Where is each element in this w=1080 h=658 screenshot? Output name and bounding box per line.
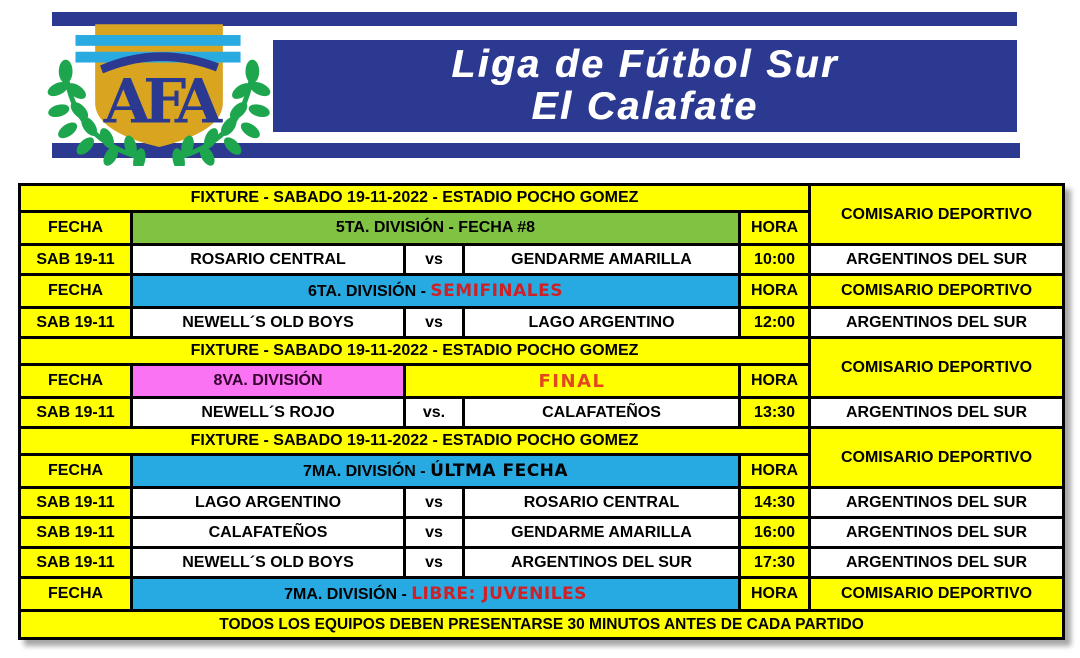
away-team: ARGENTINOS DEL SUR [464,548,740,578]
match-row [20,548,1064,578]
division-header-8va: 8VA. DIVISIÓN [132,365,405,398]
home-team: LAGO ARGENTINO [132,488,405,518]
fecha-header: FECHA [20,212,132,245]
vs-label: vs [405,518,464,548]
home-team: ROSARIO CENTRAL [132,245,405,275]
vs-label: vs [405,245,464,275]
fecha-header: FECHA [20,365,132,398]
home-team: NEWELL´S ROJO [132,398,405,428]
away-team: ROSARIO CENTRAL [464,488,740,518]
away-team: LAGO ARGENTINO [464,308,740,338]
fecha-header: FECHA [20,455,132,488]
home-team: NEWELL´S OLD BOYS [132,548,405,578]
match-time: 17:30 [740,548,810,578]
match-time: 10:00 [740,245,810,275]
comisario-value: ARGENTINOS DEL SUR [810,488,1064,518]
fixture-title: FIXTURE - SABADO 19-11-2022 - ESTADIO POCHO GOMEZ [20,338,810,365]
match-row [20,488,1064,518]
league-banner [273,40,1017,132]
hora-header: HORA [740,275,810,308]
hora-header: HORA [740,365,810,398]
hora-header: HORA [740,455,810,488]
division-header-7ma-libre: 7MA. DIVISIÓN - LIBRE: JUVENILES [132,578,740,611]
afa-monogram: AFA [103,66,215,138]
hora-header: HORA [740,578,810,611]
vs-label: vs. [405,398,464,428]
comisario-value: ARGENTINOS DEL SUR [810,245,1064,275]
footer-note: TODOS LOS EQUIPOS DEBEN PRESENTARSE 30 MINUTOS ANTES DE CADA PARTIDO [20,611,1064,639]
vs-label: vs [405,548,464,578]
match-time: 14:30 [740,488,810,518]
home-team: NEWELL´S OLD BOYS [132,308,405,338]
division-header-7ma: 7MA. DIVISIÓN - ÚLTMA FECHA [132,455,740,488]
match-row [20,308,1064,338]
comisario-header: COMISARIO DEPORTIVO [810,578,1064,611]
comisario-header: COMISARIO DEPORTIVO [810,275,1064,308]
league-title-line2: El Calafate [531,85,759,128]
away-team: GENDARME AMARILLA [464,518,740,548]
match-time: 16:00 [740,518,810,548]
away-team: CALAFATEÑOS [464,398,740,428]
fixture-title: FIXTURE - SABADO 19-11-2022 - ESTADIO POCHO GOMEZ [20,428,810,455]
afa-logo [46,20,272,166]
comisario-header: COMISARIO DEPORTIVO [810,185,1064,245]
match-time: 13:30 [740,398,810,428]
match-row [20,245,1064,275]
match-row [20,398,1064,428]
division-phase-label: SEMIFINALES [430,281,563,301]
division-header-5ta: 5TA. DIVISIÓN - FECHA #8 [132,212,740,245]
match-date: SAB 19-11 [20,488,132,518]
fixture-table [18,183,1065,640]
match-date: SAB 19-11 [20,398,132,428]
comisario-value: ARGENTINOS DEL SUR [810,548,1064,578]
away-team: GENDARME AMARILLA [464,245,740,275]
match-date: SAB 19-11 [20,245,132,275]
match-date: SAB 19-11 [20,518,132,548]
division-phase-label: LIBRE: JUVENILES [411,584,587,604]
fecha-header: FECHA [20,275,132,308]
comisario-value: ARGENTINOS DEL SUR [810,518,1064,548]
home-team: CALAFATEÑOS [132,518,405,548]
comisario-value: ARGENTINOS DEL SUR [810,308,1064,338]
vs-label: vs [405,488,464,518]
fixture-title: FIXTURE - SABADO 19-11-2022 - ESTADIO POCHO GOMEZ [20,185,810,212]
match-date: SAB 19-11 [20,548,132,578]
comisario-value: ARGENTINOS DEL SUR [810,398,1064,428]
match-date: SAB 19-11 [20,308,132,338]
comisario-header: COMISARIO DEPORTIVO [810,338,1064,398]
fecha-header: FECHA [20,578,132,611]
final-label-cell [405,365,740,398]
division-header-6ta: 6TA. DIVISIÓN - SEMIFINALES [132,275,740,308]
hora-header: HORA [740,212,810,245]
league-title-line1: Liga de Fútbol Sur [451,42,839,86]
division-phase-label: ÚLTMA FECHA [430,461,569,481]
vs-label: vs [405,308,464,338]
comisario-header: COMISARIO DEPORTIVO [810,428,1064,488]
final-label: FINAL [538,370,606,392]
match-row [20,518,1064,548]
match-time: 12:00 [740,308,810,338]
afa-stripe-top [75,35,240,46]
